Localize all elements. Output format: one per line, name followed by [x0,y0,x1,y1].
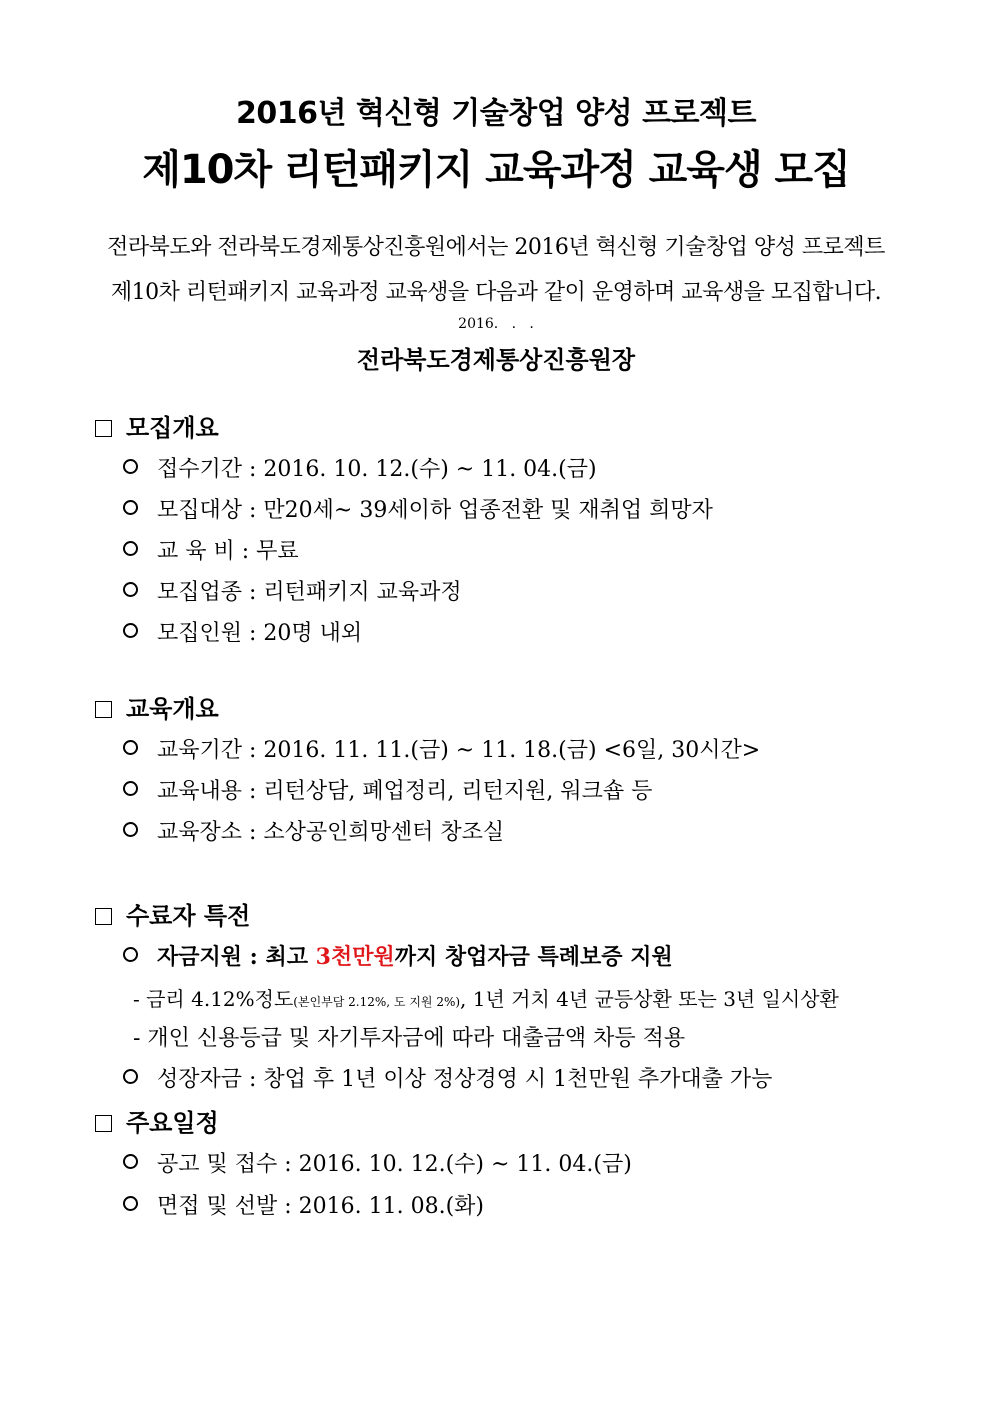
item-separator: : [242,580,264,605]
recruit-item [123,575,462,606]
circle-bullet-icon [123,500,138,515]
item-label: 교 육 비 [157,539,235,564]
circle-bullet-icon [123,947,138,962]
item-label: 모집업종 [157,580,243,605]
item-value: 무료 [256,539,299,564]
benefit-sub-rate [133,983,839,1012]
section-title: 주요일정 [126,1109,219,1137]
circle-bullet-icon [123,541,138,556]
checkbox-square-icon [95,701,112,718]
circle-bullet-icon [123,1196,138,1211]
fund-prefix: 최고 [265,944,316,970]
item-value: 2016. 11. 11.(금) ~ 11. 18.(금) <6일, 30시간> [263,738,761,763]
item-label: 교육기간 [157,738,243,763]
benefit-fund-item [123,940,673,971]
checkbox-square-icon [95,1115,112,1132]
item-label: 교육장소 [157,820,243,845]
item-value: 리턴패키지 교육과정 [263,580,462,605]
title-line-2: 제10차 리턴패키지 교육과정 교육생 모집 [142,147,850,193]
item-separator: : [242,457,264,482]
circle-bullet-icon [123,623,138,638]
checkbox-square-icon [95,420,112,437]
circle-bullet-icon [123,1154,138,1169]
education-item [123,733,760,764]
item-label: 성장자금 [157,1067,243,1092]
section-schedule-heading [95,1103,219,1138]
circle-bullet-icon [123,459,138,474]
recruit-item [123,616,362,647]
item-label: 모집인원 [157,621,243,646]
recruit-item [123,534,299,565]
circle-bullet-icon [123,822,138,837]
section-education-heading [95,689,219,724]
schedule-item [123,1189,484,1220]
item-value: 소상공인희망센터 창조실 [263,820,505,845]
announcement-date: 2016. . . [458,316,534,332]
fund-suffix: 까지 창업자금 특례보증 지원 [394,944,673,970]
title-line-1: 2016년 혁신형 기술창업 양성 프로젝트 [236,96,756,131]
item-separator: : [234,539,257,564]
recruit-item [123,493,713,524]
item-value: 2016. 11. 08.(화) [298,1194,485,1219]
item-separator: : [242,498,264,523]
schedule-item [123,1147,632,1178]
item-value: 만20세~ 39세이하 업종전환 및 재취업 희망자 [263,498,713,523]
item-separator: : [277,1152,299,1177]
issuer-name: 전라북도경제통상진흥원장 [356,346,636,374]
item-value: 리턴상담, 폐업정리, 리턴지원, 워크숍 등 [263,779,653,804]
education-item [123,815,504,846]
intro-line-2: 제10차 리턴패키지 교육과정 교육생을 다음과 같이 운영하며 교육생을 모집합니다. [110,280,882,305]
benefit-growth-item [123,1062,772,1093]
item-separator: : [242,738,264,763]
item-value: 2016. 10. 12.(수) ~ 11. 04.(금) [298,1152,632,1177]
item-separator: : [242,1067,264,1092]
item-value: 2016. 10. 12.(수) ~ 11. 04.(금) [263,457,597,482]
item-value: 20명 내외 [263,621,363,646]
item-label: 교육내용 [157,779,243,804]
benefit-sub-credit: - 개인 신용등급 및 자기투자금에 따라 대출금액 차등 적용 [133,1026,686,1051]
section-title: 교육개요 [126,695,219,723]
item-label: 자금지원 [157,944,243,970]
intro-line-1: 전라북도와 전라북도경제통상진흥원에서는 2016년 혁신형 기술창업 양성 프로젝트 [107,235,885,260]
item-separator: : [277,1194,299,1219]
section-title: 모집개요 [126,414,219,442]
circle-bullet-icon [123,1069,138,1084]
circle-bullet-icon [123,582,138,597]
item-separator: : [242,779,264,804]
rate-text: - 금리 4.12%정도 [133,987,294,1011]
section-benefits-heading [95,896,250,931]
recruit-item [123,452,597,483]
education-item [123,774,652,805]
checkbox-square-icon [95,908,112,925]
item-label: 접수기간 [157,457,243,482]
circle-bullet-icon [123,781,138,796]
circle-bullet-icon [123,740,138,755]
item-label: 공고 및 접수 [157,1152,278,1177]
section-title: 수료자 특전 [126,902,251,930]
item-label: 모집대상 [157,498,243,523]
item-value: 창업 후 1년 이상 정상경영 시 1천만원 추가대출 가능 [263,1067,773,1092]
section-recruit-heading [95,408,219,443]
repayment-text: , 1년 거치 4년 균등상환 또는 3년 일시상환 [460,987,839,1011]
item-separator: : [242,621,264,646]
item-label: 면접 및 선발 [157,1194,278,1219]
item-separator: : [242,820,264,845]
item-separator: : [242,944,266,970]
fund-highlight-amount: 3천만원 [315,944,395,970]
rate-detail: (본인부담 2.12%, 도 지원 2%) [293,995,461,1009]
